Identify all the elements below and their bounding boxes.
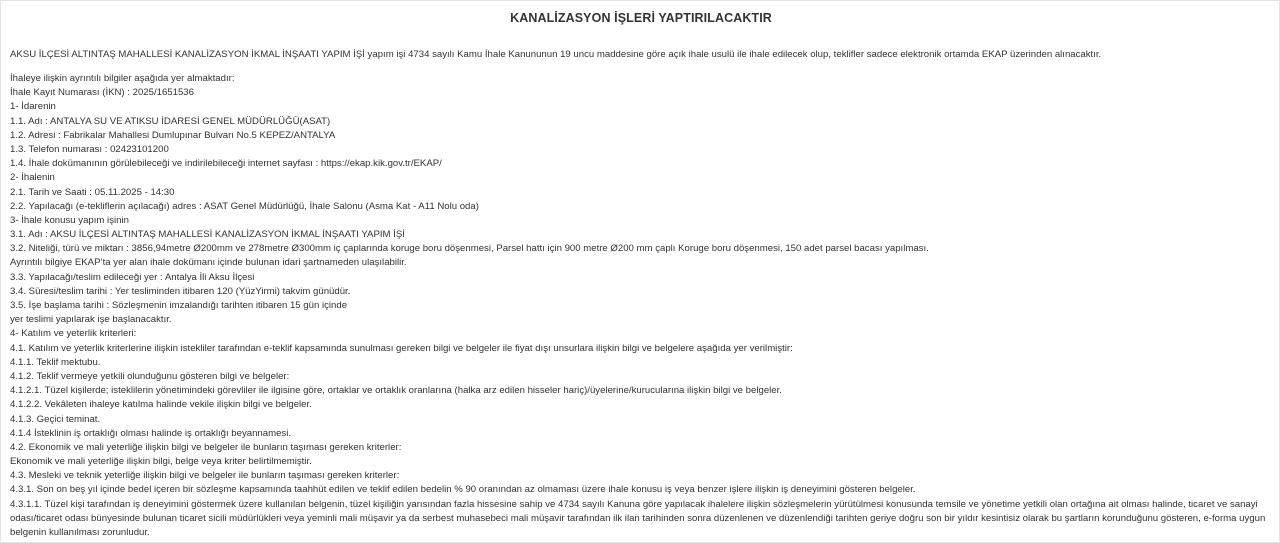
detail-line: yer teslimi yapılarak işe başlanacaktır.: [10, 314, 172, 326]
details-intro-line: İhaleye ilişkin ayrıntılı bilgiler aşağıda yer almaktadır:: [10, 73, 235, 84]
detail-line: 3.1. Adı : AKSU İLÇESİ ALTINTAŞ MAHALLESİ KANALİZASYON İKMAL İNŞAATI YAPIM İŞİ: [10, 229, 405, 241]
detail-line: 2.1. Tarih ve Saati : 05.11.2025 - 14:30: [10, 186, 175, 198]
detail-line: 4.1. Katılım ve yeterlik kriterlerine ilişkin istekliler tarafından e-teklif kapsamında sunulması gereken bilgi ve belgeler ile fiyat dışı unsurlara ilişkin bilgi ve belgelere aşağıda yer verilmiştir:: [10, 342, 793, 354]
detail-line: 1.4. İhale dokümanının görülebileceği ve indirilebileceği internet sayfası : https://ekap.kik.gov.tr/EKAP/: [10, 158, 442, 170]
page-title: KANALİZASYON İŞLERİ YAPTIRILACAKTIR: [510, 11, 772, 25]
detail-paragraph: 4.3.1.1. Tüzel kişi tarafından iş deneyimini göstermek üzere kullanılan belgenin, tüzel kişiliğin yarısından fazla hissesine sahip ve 4734 sayılı Kanuna göre yapılacak ihalelere ilişkin sözleşmelerin yürütülmesi konusunda temsile ve yönetime yetkili olan ortağına ait olması halinde, ticaret ve sanayi odası/ticaret odası bünyesinde bulunan ticaret sicili müdürlükleri veya yeminli mali müşavir ya da serbest muhasebeci mali müşavir tarafından ilk ilan tarihinden sonra düzenlenen ve düzenlendiği tarihten geriye doğru son bir yıldır kesintisiz olarak bu şartların korunduğunu gösteren, e-forma uygun belgenin kullanılması zorunludur.: [10, 498, 1266, 538]
detail-line: 4.1.2.2. Vekâleten ihaleye katılma halinde vekile ilişkin bilgi ve belgeler.: [10, 399, 312, 411]
detail-line: 3.4. Süresi/teslim tarihi : Yer tesliminden itibaren 120 (YüzYirmi) takvim günüdür.: [10, 285, 351, 297]
detail-line: 4.2. Ekonomik ve mali yeterliğe ilişkin bilgi ve belgeler ile bunların taşıması gereken kriterler:: [10, 441, 402, 453]
section-heading: 4- Katılım ve yeterlik kriterleri:: [10, 328, 137, 340]
tender-details: [10, 72, 1272, 540]
detail-line: 4.1.2. Teklif vermeye yetkili olunduğunu gösteren bilgi ve belgeler:: [10, 370, 290, 382]
detail-line: Ayrıntılı bilgiye EKAP’ta yer alan ihale dokümanı içinde bulunan idari şartnameden ulaşılabilir.: [10, 257, 407, 269]
detail-line: 4.1.4 İsteklinin iş ortaklığı olması halinde iş ortaklığı beyannamesi.: [10, 427, 292, 439]
detail-line: 3.5. İşe başlama tarihi : Sözleşmenin imzalandığı tarihten itibaren 15 gün içinde: [10, 300, 348, 311]
detail-line: 4.1.2.1. Tüzel kişilerde; isteklilerin yönetimindeki görevliler ile ilgisine göre, ortaklar ve ortaklık oranlarına (halka arz edilen hisseler hariç)/üyelerine/kurucularına ilişkin bilgi ve belgeler.: [10, 385, 782, 397]
detail-line: 3.2. Niteliği, türü ve miktarı : 3856,94metre Ø200mm ve 278metre Ø300mm iç çaplarında koruge boru döşenmesi, Parsel hattı için 900 metre Ø200 mm çaplı Koruge boru döşenmesi, 150 adet parsel bacası yapılması.: [10, 243, 929, 255]
section-heading: 1- İdarenin: [10, 101, 56, 113]
detail-line: Ekonomik ve mali yeterliğe ilişkin bilgi, belge veya kriter belirtilmemiştir.: [10, 456, 312, 468]
ikn-line: İhale Kayıt Numarası (İKN) : 2025/1651536: [10, 87, 194, 99]
detail-line: 4.1.1. Teklif mektubu.: [10, 356, 101, 368]
section-heading: 2- İhalenin: [10, 172, 55, 184]
detail-line: 2.2. Yapılacağı (e-tekliflerin açılacağı) adres : ASAT Genel Müdürlüğü, İhale Salonu (Asma Kat - A11 Nolu oda): [10, 200, 479, 212]
detail-line: 3.3. Yapılacağı/teslim edileceği yer : Antalya İli Aksu İlçesi: [10, 271, 255, 283]
detail-line: 1.1. Adı : ANTALYA SU VE ATIKSU İDARESİ GENEL MÜDÜRLÜĞÜ(ASAT): [10, 115, 331, 127]
detail-line: 4.3. Mesleki ve teknik yeterliğe ilişkin bilgi ve belgeler ile bunların taşıması gereken kriterler:: [10, 470, 400, 482]
detail-line: 1.3. Telefon numarası : 02423101200: [10, 143, 169, 155]
detail-line: 4.1.3. Geçici teminat.: [10, 413, 101, 425]
detail-line: 1.2. Adresi : Fabrikalar Mahallesi Dumlupınar Bulvarı No.5 KEPEZ/ANTALYA: [10, 129, 336, 141]
section-heading: 3- İhale konusu yapım işinin: [10, 214, 129, 226]
intro-paragraph: AKSU İLÇESİ ALTINTAŞ MAHALLESİ KANALİZASYON İKMAL İNŞAATI YAPIM İŞİ yapım işi 4734 sayılı Kamu İhale Kanununun 19 uncu maddesine göre açık ihale usulü ile ihale edilecek olup, teklifler sadece elektronik ortamda EKAP üzerinden alınacaktır.: [10, 49, 1102, 60]
detail-line: 4.3.1. Son on beş yıl içinde bedel içeren bir sözleşme kapsamında taahhüt edilen ve teklif edilen bedelin % 90 oranından az olmaması üzere ihale konusu iş veya benzer işlere ilişkin iş deneyimini gösteren belgeler.: [10, 484, 916, 496]
